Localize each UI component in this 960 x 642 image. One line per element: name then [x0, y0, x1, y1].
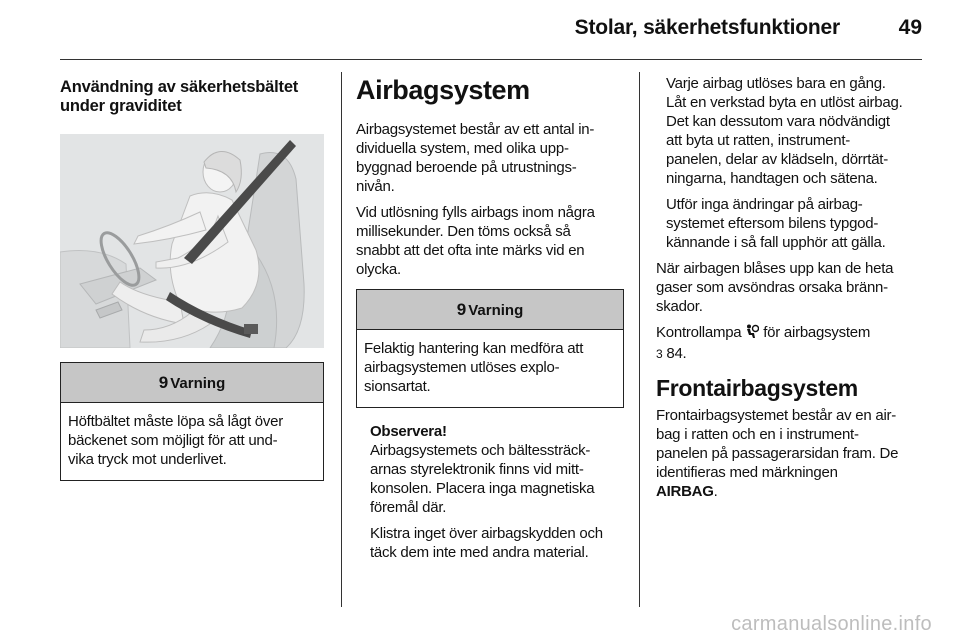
text-fragment: för airbagsystem: [759, 324, 871, 341]
heading-line: Användning av säkerhetsbältet: [60, 78, 299, 96]
paragraph: [356, 203, 624, 279]
warning-title: Varning: [170, 375, 226, 392]
page-reference[interactable]: 84.: [662, 345, 687, 362]
text-line: millisekunder. Den töms också så: [356, 223, 571, 240]
warning-box-pregnancy: [60, 362, 324, 481]
column-1: [60, 74, 324, 481]
continued-note-block: [666, 74, 924, 252]
paragraph-warning-lamp: [656, 323, 924, 364]
warning-box-body: [357, 330, 623, 407]
text-line: gaser som avsöndras orsaka bränn-: [656, 279, 888, 296]
warning-title: Varning: [468, 302, 524, 319]
watermark: carmanualsonline.info: [731, 613, 932, 635]
paragraph: [656, 259, 924, 316]
text-line: föremål där.: [370, 499, 447, 516]
warning-box-airbag: [356, 289, 624, 408]
column-2: [356, 74, 624, 569]
text-line: Låt en verkstad byta en utlöst airbag.: [666, 94, 903, 111]
text-line: snabbt att det ofta inte märks vid en: [356, 242, 585, 259]
note-paragraph: [370, 524, 624, 562]
text-fragment: .: [713, 483, 718, 500]
text-line: Det kan dessutom vara nödvändigt: [666, 113, 890, 130]
note-title: Observera!: [370, 423, 447, 440]
heading-line: under graviditet: [60, 97, 182, 115]
section-heading-pregnancy: [60, 78, 324, 116]
note-paragraph: [370, 441, 624, 517]
text-line: nivån.: [356, 178, 395, 195]
text-line: Utför inga ändringar på airbag-: [666, 196, 863, 213]
header-rule: [60, 59, 922, 60]
text-line: Airbagsystemet består av ett antal in-: [356, 121, 595, 138]
text-line: Klistra inget över airbagskydden och: [370, 525, 603, 542]
column-divider-1: [341, 72, 342, 607]
text-line: sionsartat.: [364, 378, 431, 395]
text-line: konsolen. Placera inga magnetiska: [370, 480, 595, 497]
text-line: panelen på passagerarsidan fram. De: [656, 445, 899, 462]
paragraph: [656, 406, 924, 501]
section-heading-front-airbag: Frontairbagsystem: [656, 375, 858, 401]
text-line: att byta ut ratten, instrument-: [666, 132, 851, 149]
text-line: ningarna, handtagen och sätena.: [666, 170, 878, 187]
text-line: Vid utlösning fylls airbags inom några: [356, 204, 595, 221]
warning-triangle-icon: 9: [158, 373, 169, 392]
airbag-label-text: AIRBAG: [656, 483, 714, 500]
warning-box-header: [61, 363, 323, 403]
illustration-svg: [60, 134, 324, 348]
text-line: olycka.: [356, 261, 401, 278]
paragraph: [666, 74, 924, 188]
text-line: identifieras med märkningen: [656, 464, 838, 481]
text-line: panelen, delar av klädseln, dörrtät-: [666, 151, 888, 168]
warning-text: [364, 339, 616, 396]
warning-text: [68, 412, 316, 469]
page-reference-arrow-icon: 3: [656, 347, 663, 361]
text-line: airbagsystemen utlöses explo-: [364, 359, 560, 376]
column-divider-2: [639, 72, 640, 607]
text-line: dividuella system, med olika upp-: [356, 140, 569, 157]
text-line: skador.: [656, 298, 703, 315]
text-line: Höftbältet måste löpa så lågt över: [68, 413, 283, 430]
text-fragment: Kontrollampa: [656, 324, 746, 341]
section-heading-airbag-system: Airbagsystem: [356, 75, 530, 105]
pregnant-woman-seatbelt-illustration: [60, 134, 324, 348]
text-line: Airbagsystemets och bältessträck-: [370, 442, 591, 459]
text-line: vika tryck mot underlivet.: [68, 451, 227, 468]
paragraph: [666, 195, 924, 252]
paragraph: [356, 120, 624, 196]
text-line: systemet eftersom bilens typgod-: [666, 215, 879, 232]
column-3: [656, 74, 924, 508]
text-line: täck dem inte med andra material.: [370, 544, 589, 561]
text-line: bag i ratten och en i instrument-: [656, 426, 859, 443]
text-line: kännande i så fall upphör att gälla.: [666, 234, 886, 251]
page-header-title: Stolar, säkerhetsfunktioner: [574, 16, 840, 39]
warning-triangle-icon: 9: [456, 300, 467, 319]
warning-box-body: [61, 403, 323, 480]
text-line: Varje airbag utlöses bara en gång.: [666, 75, 886, 92]
note-block: [370, 422, 624, 562]
page-number: 49: [898, 16, 922, 39]
text-line: arnas styrelektronik finns vid mitt-: [370, 461, 584, 478]
text-line: När airbagen blåses upp kan de heta: [656, 260, 894, 277]
text-line: Frontairbagsystemet består av en air-: [656, 407, 897, 424]
text-line: byggnad beroende på utrustnings-: [356, 159, 577, 176]
text-line: Felaktig hantering kan medföra att: [364, 340, 584, 357]
text-line: bäckenet som möjligt för att und-: [68, 432, 278, 449]
warning-box-header: [357, 290, 623, 330]
airbag-warning-lamp-icon: [745, 324, 759, 344]
